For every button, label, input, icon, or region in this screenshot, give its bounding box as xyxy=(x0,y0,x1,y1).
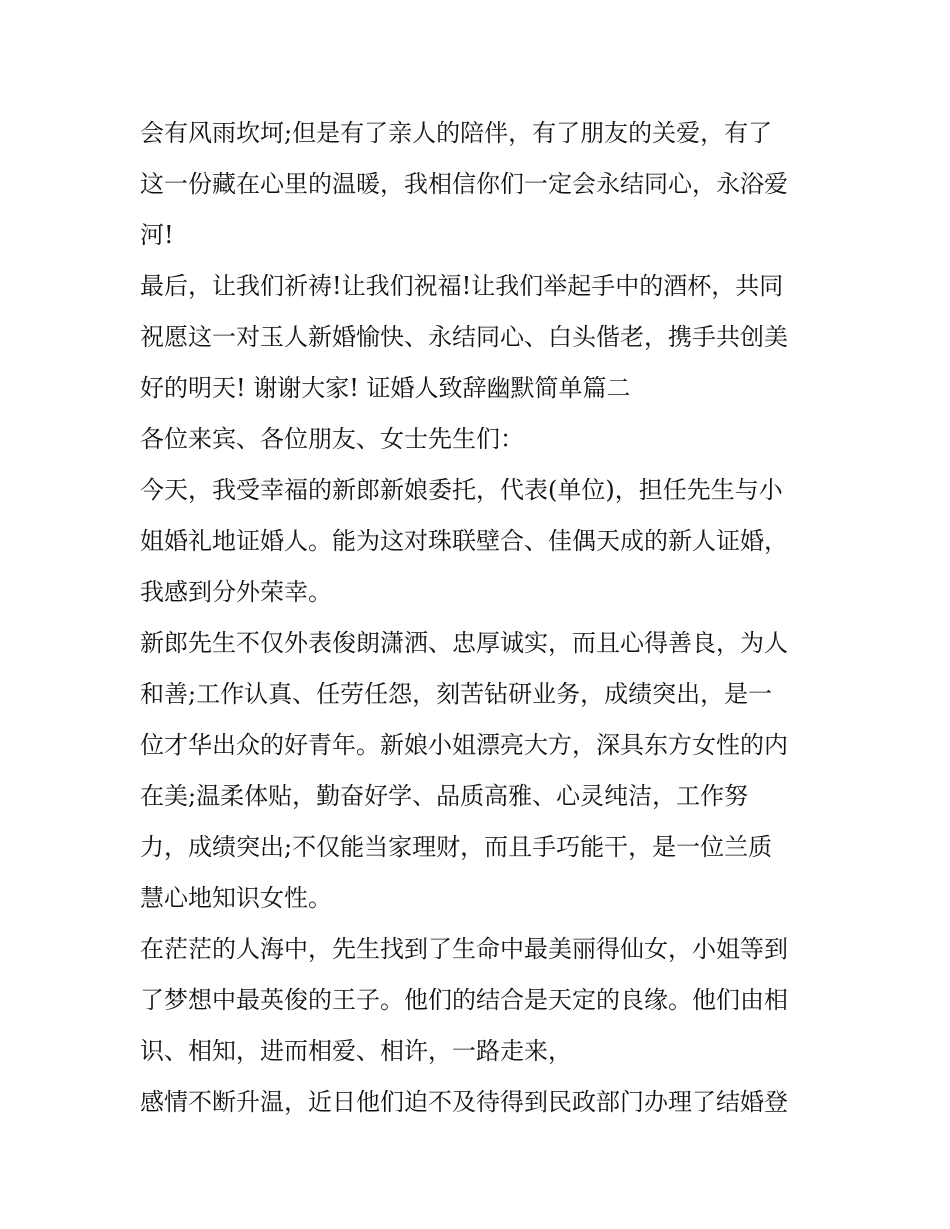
text-line: 好的明天! 谢谢大家! 证婚人致辞幽默简单篇二 xyxy=(140,374,631,402)
text-line: 祝愿这一对玉人新婚愉快、永结同心、白头偕老，携手共创美 xyxy=(140,323,788,351)
text-line: 了梦想中最英俊的王子。他们的结合是天定的良缘。他们由相 xyxy=(140,986,788,1014)
text-line: 姐婚礼地证婚人。能为这对珠联壁合、佳偶天成的新人证婚， xyxy=(140,527,788,555)
text-line: 各位来宾、各位朋友、女士先生们： xyxy=(140,425,524,453)
text-line: 会有风雨坎坷;但是有了亲人的陪伴，有了朋友的关爱，有了 xyxy=(140,119,773,147)
text-line: 最后，让我们祈祷!让我们祝福!让我们举起手中的酒杯，共同 xyxy=(140,272,784,300)
document-body xyxy=(140,108,830,1128)
text-line: 这一份藏在心里的温暖，我相信你们一定会永结同心，永浴爱 xyxy=(140,170,788,198)
text-line: 新郎先生不仅外表俊朗潇洒、忠厚诚实，而且心得善良，为人 xyxy=(140,629,788,657)
text-line: 河! xyxy=(140,221,174,249)
text-line: 今天，我受幸福的新郎新娘委托，代表(单位)，担任先生与小 xyxy=(140,476,783,504)
text-line: 我感到分外荣幸。 xyxy=(140,578,332,606)
text-line: 在美;温柔体贴，勤奋好学、品质高雅、心灵纯洁，工作努 xyxy=(140,782,749,810)
text-line: 力，成绩突出;不仅能当家理财，而且手巧能干，是一位兰质 xyxy=(140,833,773,861)
text-line: 位才华出众的好青年。新娘小姐漂亮大方，深具东方女性的内 xyxy=(140,731,788,759)
text-line: 识、相知，进而相爱、相许，一路走来， xyxy=(140,1037,572,1065)
text-line: 感情不断升温，近日他们迫不及待得到民政部门办理了结婚登 xyxy=(140,1088,788,1116)
text-line: 在茫茫的人海中，先生找到了生命中最美丽得仙女，小姐等到 xyxy=(140,935,788,963)
text-line: 和善;工作认真、任劳任怨，刻苦钻研业务，成绩突出，是一 xyxy=(140,680,773,708)
text-line: 慧心地知识女性。 xyxy=(140,884,332,912)
